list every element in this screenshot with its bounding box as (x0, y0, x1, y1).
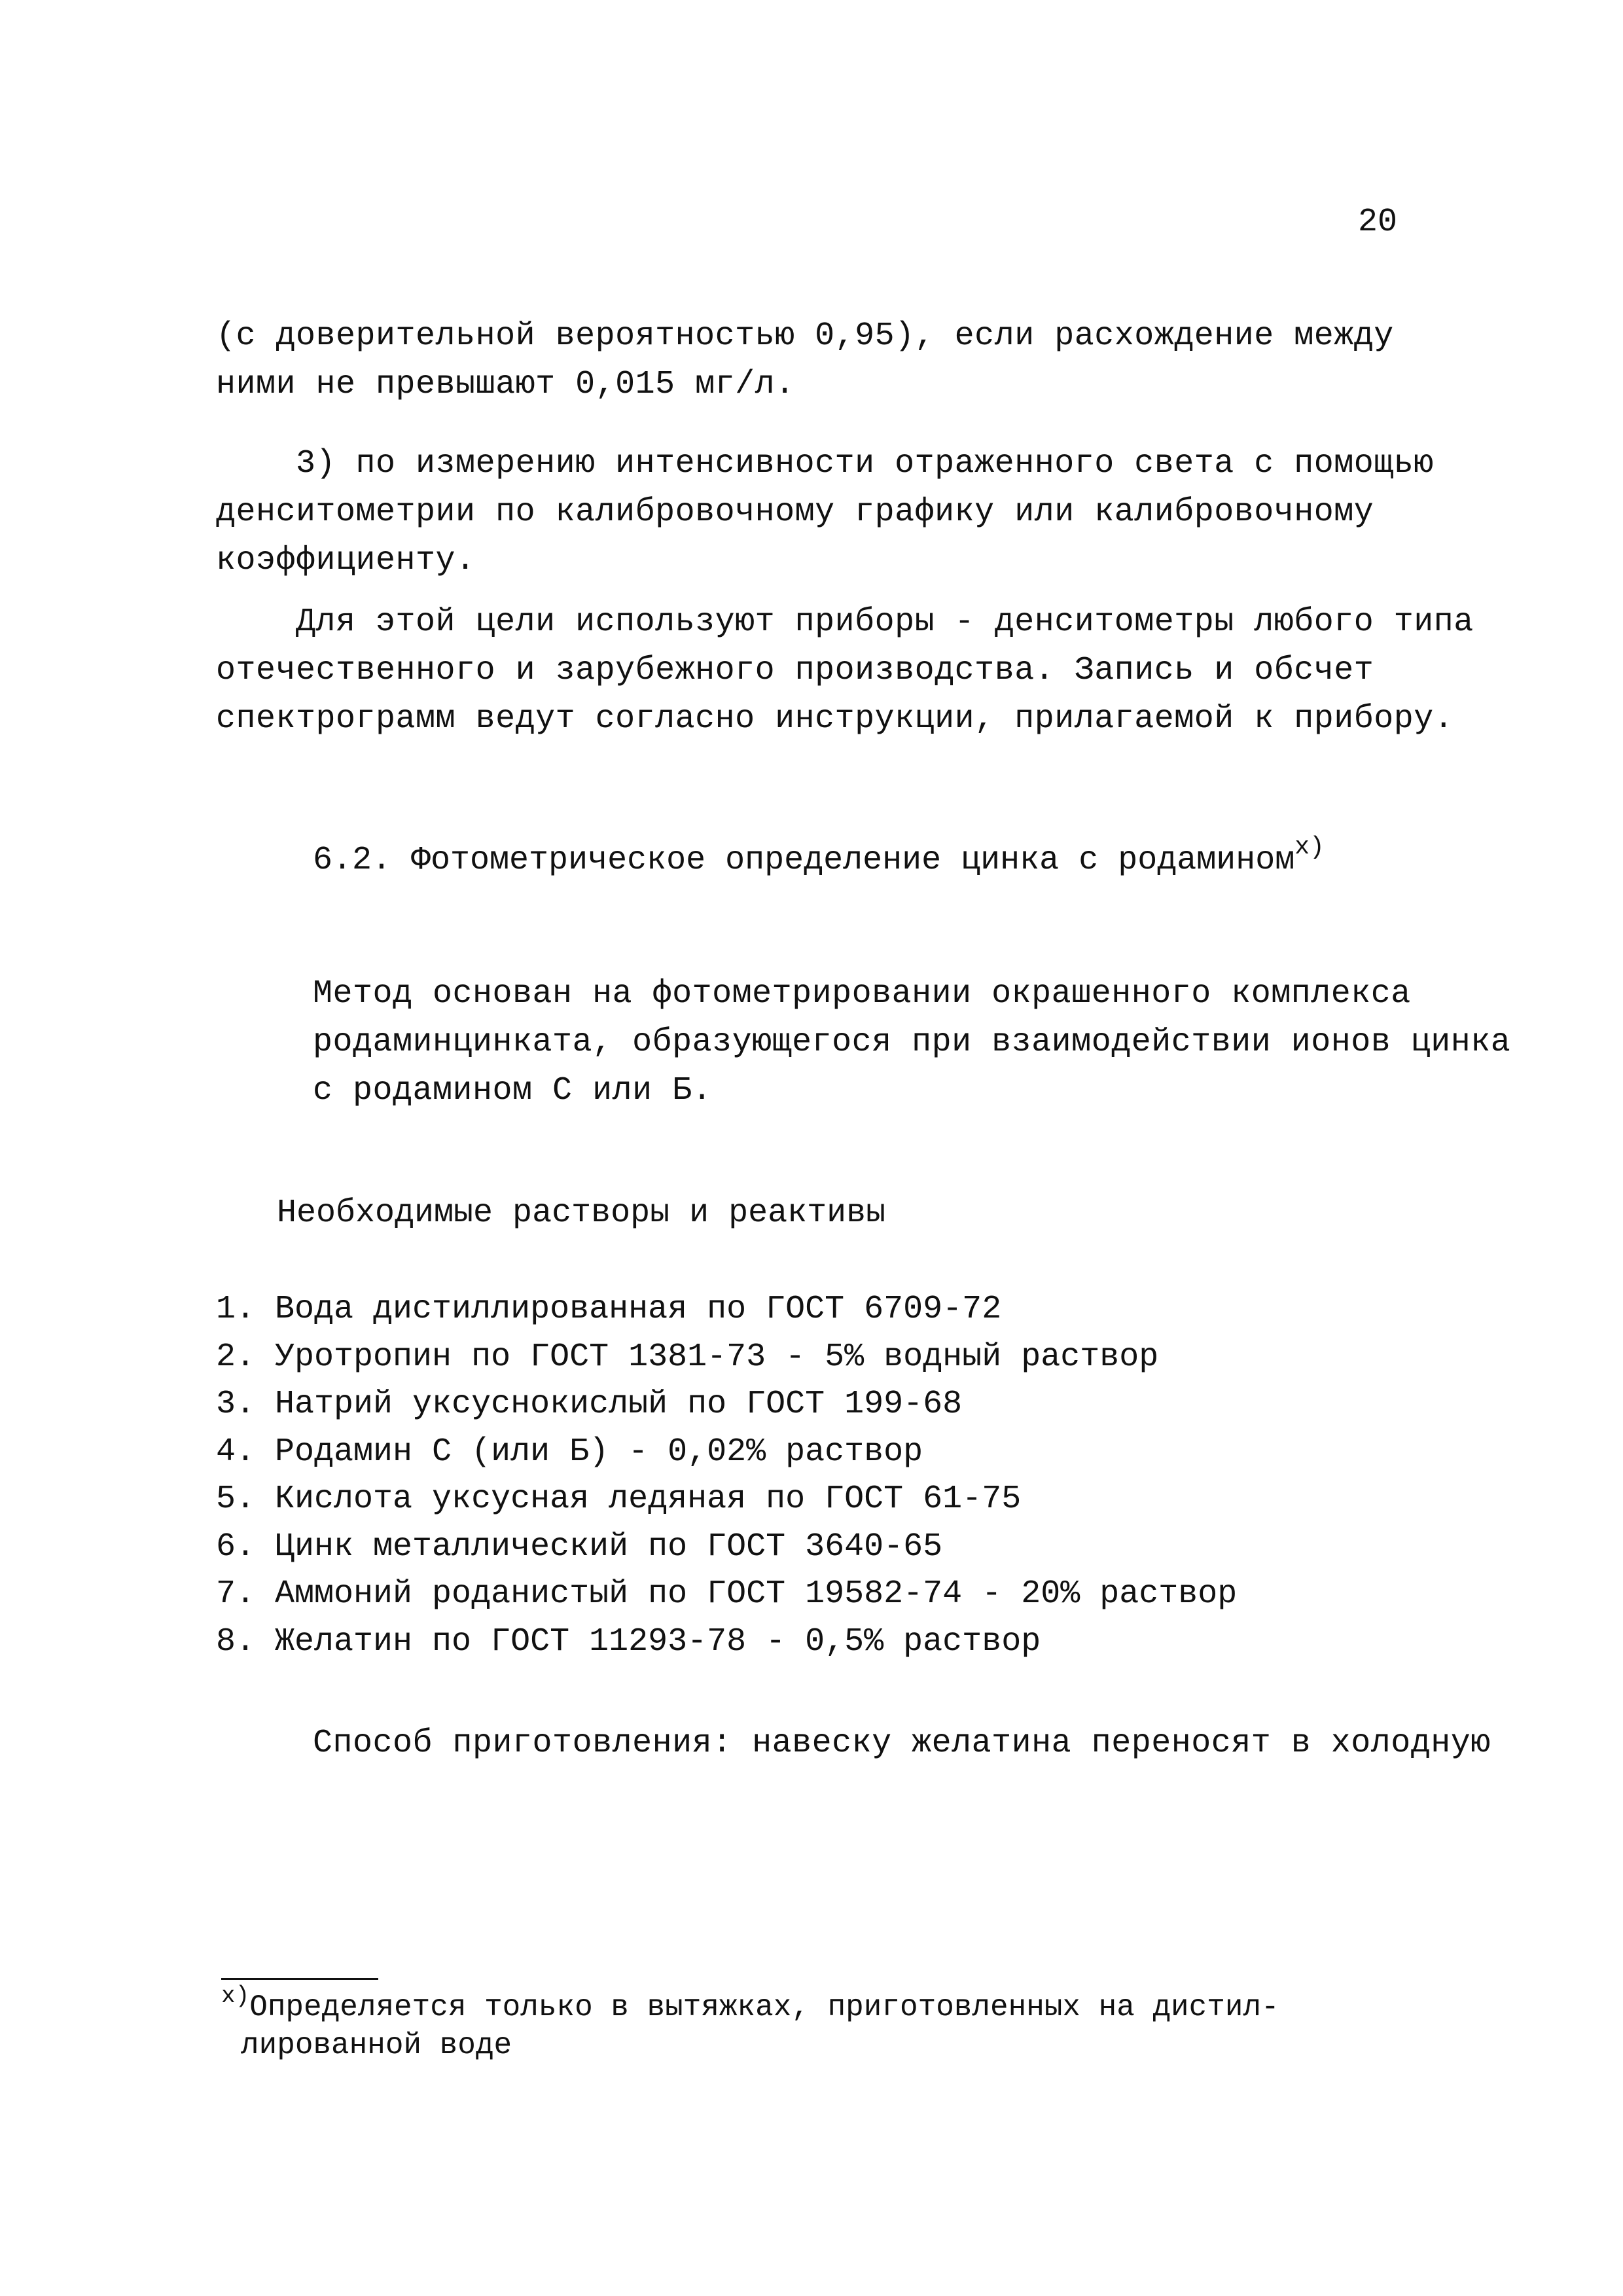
reagent-item: 5. Кислота уксусная ледяная по ГОСТ 61-75 (216, 1480, 1022, 1518)
reagent-item: 3. Натрий уксуснокислый по ГОСТ 199-68 (216, 1386, 963, 1423)
page-number: 20 (1358, 204, 1398, 241)
paragraph-confidence: (с доверительной вероятностью 0,95), если расхождение между ними не превышают 0,015 мг/л. (216, 317, 1394, 403)
footnote-line-2: лированной воде (241, 2028, 512, 2062)
reagent-item: 2. Уротропин по ГОСТ 1381-73 - 5% водный раствор (216, 1338, 1159, 1376)
paragraph-instruments: Для этой цели используют приборы - денситометры любого типа отечественного и зарубежного производства. Запись и обсчет спектрограмм ведут согласно инструкции, прилагаемой к прибору. (216, 603, 1474, 738)
footnote (221, 1982, 1279, 2064)
reagents-heading: Необходимые растворы и реактивы (277, 1194, 886, 1232)
footnote-divider (221, 1978, 378, 1980)
reagent-list (216, 1286, 1237, 1666)
footnote-mark: x) (221, 1982, 250, 2010)
paragraph-method: Метод основан на фотометрировании окрашенного комплекса родаминцинката, образующегося при взаимодействии ионов цинка с родамином С или Б. (313, 975, 1511, 1109)
reagent-item: 1. Вода дистиллированная по ГОСТ 6709-72 (216, 1291, 1002, 1328)
section-title-footnote-mark: x) (1294, 833, 1325, 862)
reagent-item: 6. Цинк металлический по ГОСТ 3640-65 (216, 1528, 943, 1566)
reagent-item: 7. Аммоний роданистый по ГОСТ 19582-74 - 20% раствор (216, 1575, 1238, 1613)
reagent-item: 4. Родамин С (или Б) - 0,02% раствор (216, 1433, 923, 1471)
paragraph-densitometry: 3) по измерению интенсивности отраженного света с помощью денситометрии по калибровочному графику или калибровочному коэффициенту. (216, 445, 1434, 579)
reagent-item: 8. Желатин по ГОСТ 11293-78 - 0,5% раствор (216, 1623, 1041, 1660)
section-heading (313, 833, 1325, 885)
paragraph-preparation: Способ приготовления: навеску желатина переносят в холодную (313, 1725, 1491, 1762)
section-title: 6.2. Фотометрическое определение цинка с родамином (313, 842, 1295, 879)
footnote-line-1: Определяется только в вытяжках, приготовленных на дистил- (249, 1990, 1279, 2024)
